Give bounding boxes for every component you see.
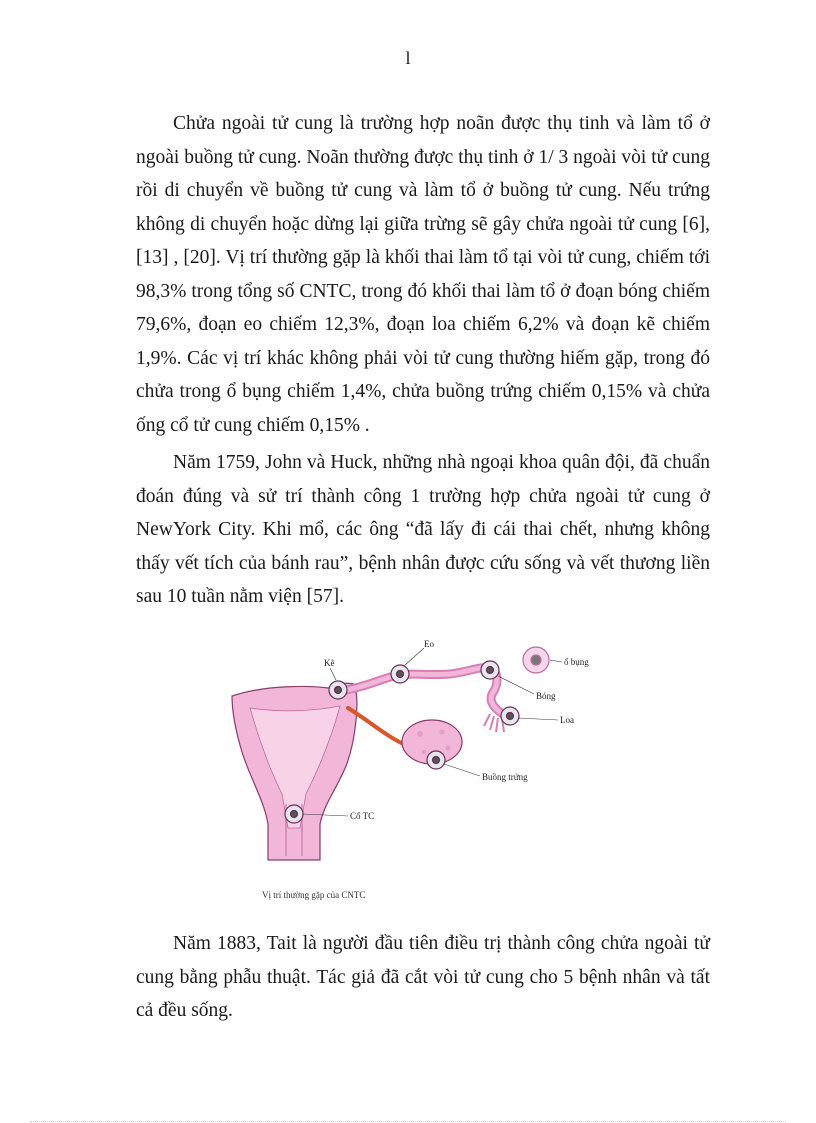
label-eo: Eo xyxy=(424,639,434,649)
label-ke: Kẽ xyxy=(324,658,335,668)
label-buong-trung: Buồng trứng xyxy=(482,772,528,782)
sac-interstitial xyxy=(329,681,347,699)
label-co-tc: Cổ TC xyxy=(350,811,375,821)
paragraph-2: Năm 1759, John và Huck, những nhà ngoại khoa quân đội, đã chuẩn đoán đúng và sử trí thành công 1 trường hợp chửa ngoài tử cung ở NewYork City. Khi mổ, các ông “đã lấy đi cái thai chết, nhưng không thấy vết tích của bánh rau”, bệnh nhân được cứu sống và vết thương liền sau 10 tuần nằm viện [57]. xyxy=(136,452,710,607)
label-o-bung: ổ bụng xyxy=(564,657,589,667)
label-bong: Bóng xyxy=(536,691,556,701)
label-loa: Loa xyxy=(560,715,574,725)
page-bottom-divider xyxy=(30,1121,786,1122)
page-number: l xyxy=(405,48,411,68)
figure-caption: Vị trí thường gặp của CNTC xyxy=(262,890,366,900)
paragraph-3: Năm 1883, Tait là người đầu tiên điều trị thành công chửa ngoài tử cung bằng phẫu thuật. Tác giả đã cắt vòi tử cung cho 5 bệnh nhân và tất cả đều sống. xyxy=(136,933,710,1021)
sac-ampullary xyxy=(481,661,499,679)
ovarian-ligament xyxy=(348,708,408,746)
sac-infundibular xyxy=(501,707,519,725)
sac-abdominal xyxy=(523,647,549,673)
uterus-illustration xyxy=(228,628,608,868)
sac-ovarian xyxy=(427,751,445,769)
ectopic-pregnancy-diagram xyxy=(228,628,608,868)
sac-cervical xyxy=(285,805,303,823)
paragraph-1: Chửa ngoài tử cung là trường hợp noãn được thụ tinh và làm tổ ở ngoài buồng tử cung. Noãn thường được thụ tinh ở 1/ 3 ngoài vòi tử cung rồi di chuyển về buồng tử cung và làm tổ ở buồng tử cung. Nếu trứng không di chuyển hoặc dừng lại giữa trừng sẽ gây chửa ngoài tử cung [6], [13] , [20]. Vị trí thường gặp là khối thai làm tổ tại vòi tử cung, chiếm tới 98,3% trong tổng số CNTC, trong đó khối thai làm tổ ở đoạn bóng chiếm 79,6%, đoạn eo chiếm 12,3%, đoạn loa chiếm 6,2% và đoạn kẽ chiếm 1,9%. Các vị trí khác không phải vòi tử cung thường hiếm gặp, trong đó chửa trong ổ bụng chiếm 1,4%, chửa buồng trứng chiếm 0,15% và chửa ống cổ tử cung chiếm 0,15% . xyxy=(136,113,710,436)
sac-isthmic xyxy=(391,665,409,683)
